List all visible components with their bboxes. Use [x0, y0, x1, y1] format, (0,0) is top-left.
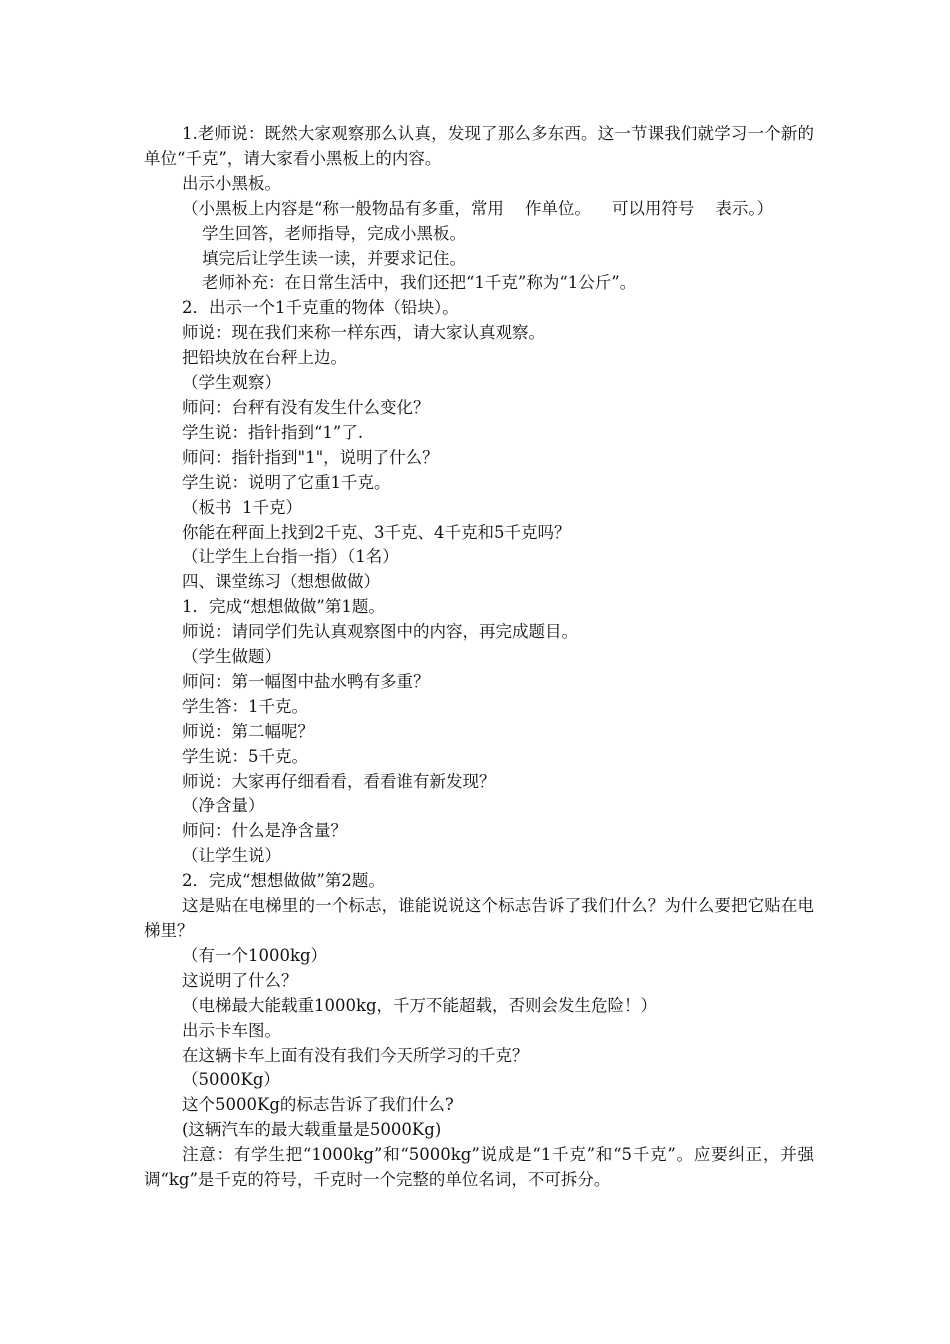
paragraph-line: 师说：请同学们先认真观察图中的内容，再完成题目。 — [182, 622, 578, 642]
paragraph-line: 师问：第一幅图中盐水鸭有多重？ — [182, 671, 430, 691]
paragraph-line: （有一个1000kg） — [182, 945, 328, 965]
paragraph-board-content: （小黑板上内容是“称一般物品有多重，常用 作单位。 可以用符号 表示。） — [182, 198, 774, 218]
section-heading-practice: 四、课堂练习（想想做做） — [182, 572, 380, 592]
paragraph-line: 师说：大家再仔细看看，看看谁有新发现？ — [182, 771, 496, 791]
paragraph-line: 师问：什么是净含量？ — [182, 821, 347, 841]
paragraph-line: 出示卡车图。 — [182, 1020, 281, 1040]
paragraph-student-answer: 学生回答，老师指导，完成小黑板。 — [202, 223, 466, 243]
paragraph-line: 把铅块放在台秤上边。 — [182, 348, 347, 368]
paragraph-line: （电梯最大能载重1000kg，千万不能超载，否则会发生危险！） — [182, 995, 658, 1015]
paragraph-line: （学生观察） — [182, 373, 281, 393]
paragraph-elevator-sign: 这是贴在电梯里的一个标志，谁能说说这个标志告诉了我们什么？为什么要把它贴在电梯里？ — [144, 896, 814, 940]
paragraph-intro: 1.老师说：既然大家观察那么认真，发现了那么多东西。这一节课我们就学习一个新的单位“千克”，请大家看小黑板上的内容。 — [144, 124, 814, 168]
paragraph-line: 学生说：5千克。 — [182, 746, 308, 766]
paragraph-teacher-supplement: 老师补充：在日常生活中，我们还把“1千克”称为“1公斤”。 — [202, 273, 637, 293]
paragraph-line: 这说明了什么？ — [182, 970, 298, 990]
paragraph-line: （让学生说） — [182, 846, 281, 866]
paragraph-line: 师说：现在我们来称一样东西，请大家认真观察。 — [182, 323, 545, 343]
paragraph-line: 师问：指针指到"1"，说明了什么？ — [182, 447, 439, 467]
paragraph-line: （5000Kg） — [182, 1070, 280, 1090]
document-body — [144, 122, 814, 1193]
paragraph-line: 师说：第二幅呢？ — [182, 721, 314, 741]
paragraph-note: 注意：有学生把“1000kg”和“5000kg”说成是“1千克”和“5千克”。应要纠正，并强调“kg”是千克的符号，千克时一个完整的单位名词，不可拆分。 — [144, 1145, 814, 1190]
paragraph-line: 师问：台秤有没有发生什么变化？ — [182, 397, 430, 417]
paragraph-line: 学生说：指针指到“1”了. — [182, 422, 364, 442]
paragraph-line: (这辆汽车的最大载重量是5000Kg) — [182, 1120, 442, 1140]
paragraph-show-object: 2．出示一个1千克重的物体（铅块）。 — [182, 298, 459, 318]
paragraph-line: 这个5000Kg的标志告诉了我们什么? — [182, 1095, 454, 1115]
paragraph-line: （净含量） — [182, 796, 265, 816]
paragraph-line: （板书 1千克） — [182, 497, 302, 517]
paragraph-line: 2．完成“想想做做”第2题。 — [182, 871, 385, 891]
paragraph-line: 1．完成“想想做做”第1题。 — [182, 597, 385, 617]
paragraph-line: 学生答：1千克。 — [182, 696, 308, 716]
paragraph-show-board: 出示小黑板。 — [182, 173, 281, 193]
paragraph-line: 学生说：说明了它重1千克。 — [182, 472, 391, 492]
paragraph-read-aloud: 填完后让学生读一读，并要求记住。 — [202, 248, 466, 268]
paragraph-line: （学生做题） — [182, 647, 281, 667]
paragraph-line: 你能在秤面上找到2千克、3千克、4千克和5千克吗？ — [182, 522, 571, 542]
paragraph-line: （让学生上台指一指）（1名） — [182, 547, 399, 567]
paragraph-line: 在这辆卡车上面有没有我们今天所学习的千克？ — [182, 1045, 529, 1065]
